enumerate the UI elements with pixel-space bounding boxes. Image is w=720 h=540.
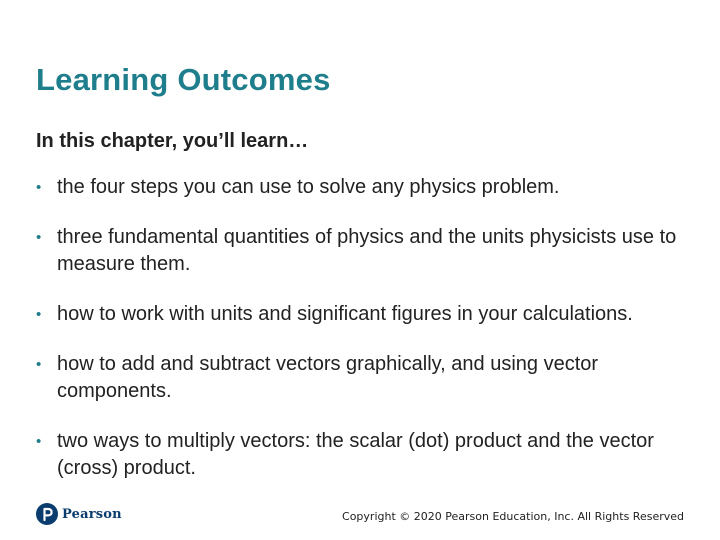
learning-outcomes-list [36, 174, 686, 505]
list-item [36, 428, 686, 482]
bullet-icon: • [36, 229, 42, 246]
pearson-logo [36, 503, 122, 525]
pearson-logo-icon [36, 503, 58, 525]
list-item-text: how to work with units and significant figures in your calculations. [57, 303, 633, 325]
list-item-text: how to add and subtract vectors graphically, and using vector components. [57, 353, 599, 402]
pearson-logo-text: Pearson [62, 506, 122, 522]
list-item-text: the four steps you can use to solve any physics problem. [57, 176, 560, 198]
copyright-notice: Copyright © 2020 Pearson Education, Inc. All Rights Reserved [342, 510, 684, 523]
bullet-icon: • [36, 179, 42, 196]
bullet-icon: • [36, 356, 42, 373]
slide-title: Learning Outcomes [36, 62, 331, 97]
list-item [36, 174, 686, 201]
list-item [36, 351, 686, 405]
list-item-text: three fundamental quantities of physics and the units physicists use to measure them. [57, 226, 677, 275]
slide-subtitle: In this chapter, you’ll learn… [36, 130, 309, 152]
bullet-icon: • [36, 433, 42, 450]
list-item-text: two ways to multiply vectors: the scalar (dot) product and the vector (cross) product. [57, 430, 654, 479]
list-item [36, 224, 686, 278]
list-item [36, 301, 686, 328]
bullet-icon: • [36, 306, 42, 323]
